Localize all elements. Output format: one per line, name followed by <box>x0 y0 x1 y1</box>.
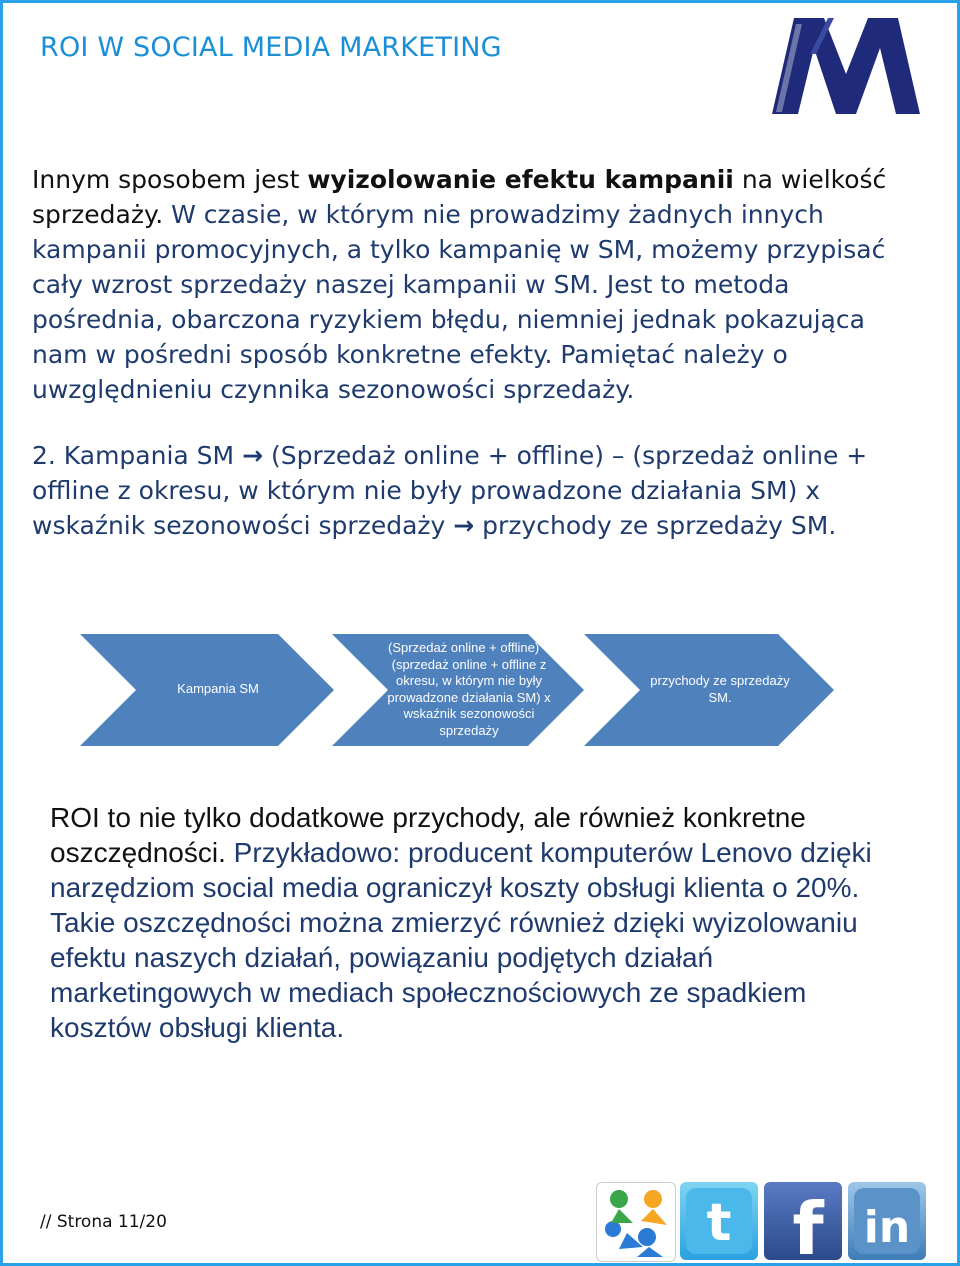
page-number: // Strona 11/20 <box>40 1212 167 1232</box>
svg-text:in: in <box>863 1202 911 1253</box>
savings-rest-text: Przykładowo: producent komputerów Lenovo dzięki narzędziom social media ograniczył koszty obsługi klienta o 20%. Takie oszczędności można zmierzyć również dzięki wyizolowaniu efektu naszych działań, powiązaniu podjętych działań marketingowych w mediach społecznościowych ze spadkiem kosztów obsługi klienta. <box>50 837 872 1043</box>
intro-lead-after: na wielkość sprzedaży. <box>32 165 887 229</box>
intro-bold-text: wyizolowanie efektu kampanii <box>307 165 734 194</box>
arrow-right-icon: → <box>453 511 475 540</box>
intro-lead-text: Innym sposobem jest <box>32 165 308 194</box>
roi-formula <box>32 438 922 543</box>
savings-lead-text: ROI to nie tylko dodatkowe przychody, ale również konkretne oszczędności. <box>50 802 806 868</box>
twitter-icon <box>680 1182 758 1260</box>
formula-part-3: przychody ze sprzedaży SM. <box>474 511 837 540</box>
savings-paragraph <box>50 800 910 1045</box>
svg-text:f: f <box>792 1187 824 1260</box>
svg-text:t: t <box>706 1193 732 1253</box>
chevron-step-1-label: Kampania SM <box>177 681 259 696</box>
people-icon <box>596 1182 676 1262</box>
social-icons <box>596 1182 926 1262</box>
page-title: ROI W SOCIAL MEDIA MARKETING <box>40 32 502 63</box>
chevron-step-2-label: (Sprzedaż online + offline) – (sprzedaż online + offline z okresu, w którym nie były prowadzone działania SM) x wskaźnik sezonowości sprzedaży <box>387 640 551 738</box>
formula-part-2: (Sprzedaż online + offline) – (sprzedaż online + offline z okresu, w którym nie były prowadzone działania SM) x wskaźnik sezonowości sprzedaży <box>32 441 868 540</box>
facebook-icon <box>764 1182 842 1260</box>
formula-part-1: 2. Kampania SM <box>32 441 243 470</box>
intro-rest-text: W czasie, w którym nie prowadzimy żadnych innych kampanii promocyjnych, a tylko kampanię w SM, możemy przypisać cały wzrost sprzedaży naszej kampanii w SM. Jest to metoda pośrednia, obarczona ryzykiem błędu, niemniej jednak pokazująca nam w pośredni sposób konkretne efekty. Pamiętać należy o uwzględnieniu czynnika sezonowości sprzedaży. <box>32 200 886 404</box>
chevron-step-3-label: przychody ze sprzedaży SM. <box>650 673 790 705</box>
intro-paragraph <box>32 162 922 407</box>
linkedin-icon <box>848 1182 926 1260</box>
arrow-right-icon: → <box>242 441 264 470</box>
process-diagram <box>80 634 880 746</box>
company-logo <box>770 14 922 118</box>
